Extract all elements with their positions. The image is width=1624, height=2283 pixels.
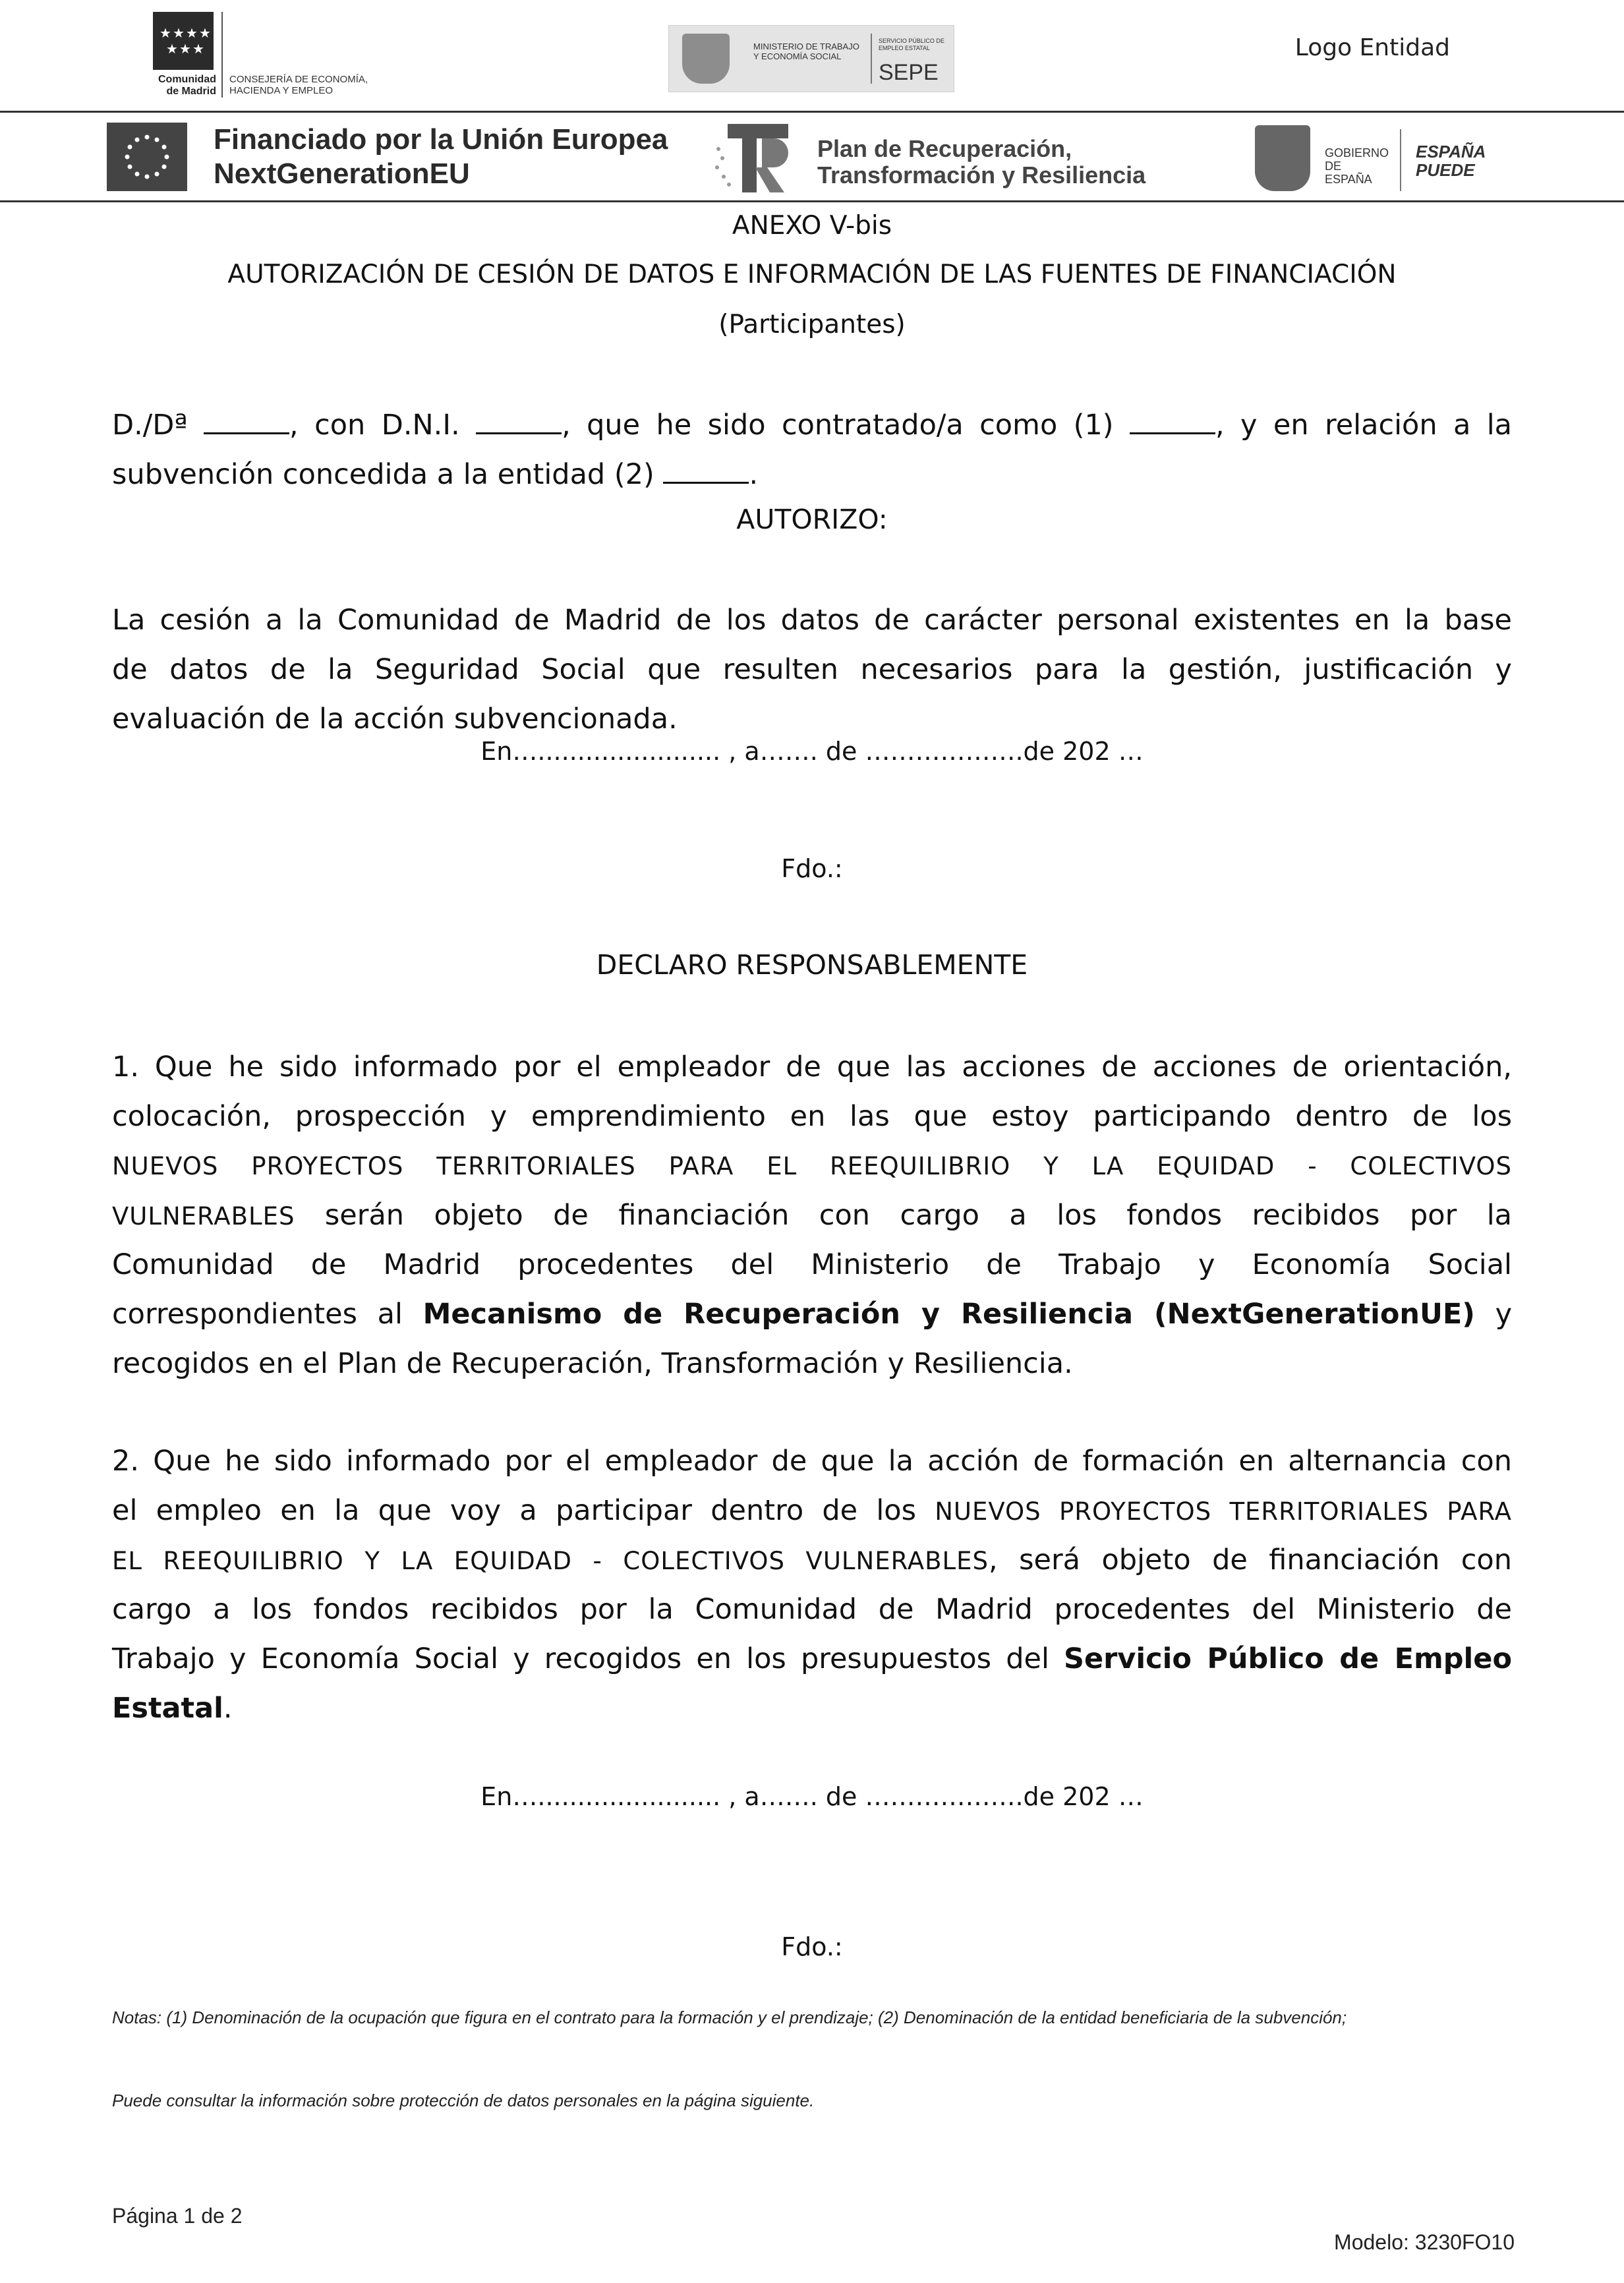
- declaration-item-2: 2. Que he sido informado por el empleador de que la acción de formación en alternancia con el empleo en la que voy a participar dentro de los NUEVOS PROYECTOS TERRITORIALES PARA EL REEQUILIBRIO Y LA EQUIDAD - COLECTIVOS VULNERABLES, será objeto de financiación con cargo a los fondos recibidos por la Comunidad de Madrid procedentes del Ministerio de Trabajo y Economía Social y recogidos en los presupuestos del Servicio Público de Empleo Estatal.: [112, 1445, 1512, 1725]
- prtr-line2: Transformación y Resiliencia: [817, 161, 1146, 188]
- entity-blank: [663, 459, 749, 484]
- autorizo-paragraph: La cesión a la Comunidad de Madrid de los datos de carácter personal existentes en la base de datos de la Seguridad Social que resulten necesarios para la gestión, justificación y evaluación de la acción subvencionada.: [112, 604, 1512, 736]
- eu-funding-line2: NextGenerationEU: [214, 158, 470, 190]
- document-subtitle: (Participantes): [718, 310, 906, 339]
- eu-stars-icon: [107, 123, 187, 191]
- sepe-name: SEPE: [879, 60, 939, 85]
- eu-funding-line1: Financiado por la Unión Europea: [214, 123, 668, 156]
- logo-entidad-placeholder: Logo Entidad: [1294, 34, 1450, 61]
- autorizo-heading: AUTORIZO:: [736, 504, 888, 535]
- comunidad-madrid-logo: [148, 12, 392, 101]
- annex-title: ANEXO V-bis: [732, 211, 892, 241]
- declaration-item-1: 1. Que he sido informado por el empleador de que las acciones de acciones de orientación, colocación, prospección y emprendimiento en las que estoy participando dentro de los NUEVOS PROYECTOS TERRITORIALES PARA EL REEQUILIBRIO Y LA EQUIDAD - COLECTIVOS VULNERABLES serán objeto de financiación con cargo a los fondos recibidos por la Comunidad de Madrid procedentes del Ministerio de Trabajo y Economía Social correspondientes al Mecanismo de Recuperación y Resiliencia (NextGenerationUE) y recogidos en el Plan de Recuperación, Transformación y Resiliencia.: [112, 1051, 1513, 1380]
- intro-line: subvención concedida a la entidad (2) .: [112, 458, 759, 491]
- ministerio-name: MINISTERIO DE TRABAJO Y ECONOMÍA SOCIAL: [753, 42, 859, 61]
- coat-of-arms-icon: [682, 34, 730, 84]
- document-title: AUTORIZACIÓN DE CESIÓN DE DATOS E INFORMACIÓN DE LAS FUENTES DE FINANCIACIÓN: [227, 260, 1397, 289]
- declaro-heading: DECLARO RESPONSABLEMENTE: [596, 949, 1028, 981]
- signature-line: Fdo.:: [781, 854, 843, 883]
- ministerio-sepe-logo: [668, 25, 954, 92]
- page-number: Página 1 de 2: [112, 2204, 243, 2228]
- comunidad-madrid-name: Comunidad de Madrid: [158, 74, 216, 97]
- footnotes: Notas: (1) Denominación de la ocupación que figura en el contrato para la formación y el prendizaje; (2) Denominación de la entidad beneficiaria de la subvención;: [112, 2008, 1347, 2027]
- sepe-full-name: SERVICIO PÚBLICO DE EMPLEO ESTATAL: [879, 38, 944, 51]
- intro-line: D./Dª , con D.N.I. , que he sido contratado/a como (1) , y en relación a la: [112, 409, 1513, 442]
- intro-paragraph: [112, 401, 1512, 500]
- madrid-flag-icon: ★ ★ ★ ★ ★ ★ ★: [153, 12, 214, 70]
- logo-separator: [871, 34, 872, 84]
- eu-flag-icon: [107, 123, 187, 191]
- logo-separator: [1400, 129, 1401, 191]
- gobierno-espana-text: GOBIERNO DE ESPAÑA: [1325, 146, 1389, 186]
- espana-puede-text: ESPAÑA PUEDE: [1416, 142, 1486, 180]
- coat-of-arms-icon: [1255, 125, 1310, 191]
- dni-blank: [476, 410, 562, 434]
- prtr-text: [817, 136, 1146, 188]
- prtr-line1: Plan de Recuperación,: [817, 135, 1072, 162]
- consejeria-name: CONSEJERÍA DE ECONOMÍA, HACIENDA Y EMPLEO: [229, 74, 368, 96]
- name-blank: [204, 410, 289, 434]
- place-date-line: En…....................... , a……. de ……………….de 202 …: [480, 737, 1144, 766]
- logo-separator: [221, 12, 223, 98]
- model-code: Modelo: 3230FO10: [1334, 2230, 1515, 2254]
- eu-funding-text: [214, 123, 668, 191]
- place-date-line: En…....................... , a……. de ……………….de 202 …: [480, 1782, 1144, 1811]
- prtr-logo-icon: [709, 119, 795, 195]
- header-divider: [0, 200, 1624, 202]
- data-protection-note: Puede consultar la información sobre protección de datos personales en la página siguiente.: [112, 2091, 815, 2110]
- signature-line: Fdo.:: [781, 1932, 843, 1961]
- header-divider: [0, 111, 1624, 113]
- occupation-blank: [1130, 410, 1215, 434]
